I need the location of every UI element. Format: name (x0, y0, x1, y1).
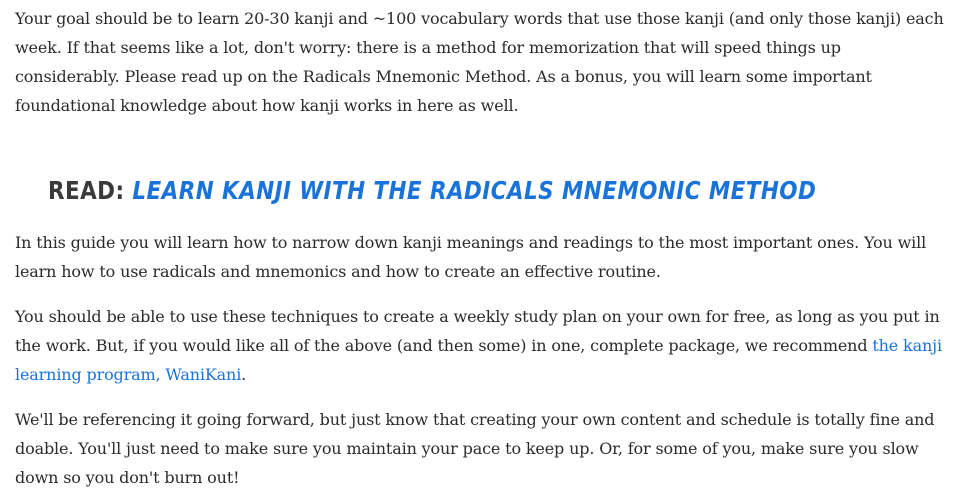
intro-paragraph: Your goal should be to learn 20-30 kanji and ~100 vocabulary words that use those kanji (and only those kanji) each week. If that seems like a lot, don't worry: there is a method for memorization that will speed things up considerably. Please read up on the Radicals Mnemonic Method. As a bonus, you will learn some important foundational knowledge about how kanji works in here as well. (15, 9, 944, 115)
study-plan-paragraph (15, 302, 945, 389)
study-plan-text: You should be able to use these techniques to create a weekly study plan on your own for free, as long as you put in the work. But, if you would like all of the above (and then some) in one, complete package, we recommend (15, 307, 940, 355)
pace-paragraph: We'll be referencing it going forward, but just know that creating your own content and schedule is totally fine and doable. You'll just need to make sure you maintain your pace to keep up. Or, for some of you, make sure you slow down so you don't burn out! (15, 410, 935, 487)
radicals-mnemonic-method-link[interactable]: LEARN KANJI WITH THE RADICALS MNEMONIC METHOD (132, 176, 817, 205)
study-plan-period: . (241, 365, 247, 384)
wanikani-link[interactable]: the kanji learning program, WaniKani (15, 336, 942, 384)
read-heading (48, 168, 819, 214)
read-heading-prefix: READ: (48, 176, 133, 205)
guide-description-paragraph: In this guide you will learn how to narrow down kanji meanings and readings to the most important ones. You will learn how to use radicals and mnemonics and how to create an effective routine. (15, 233, 927, 281)
